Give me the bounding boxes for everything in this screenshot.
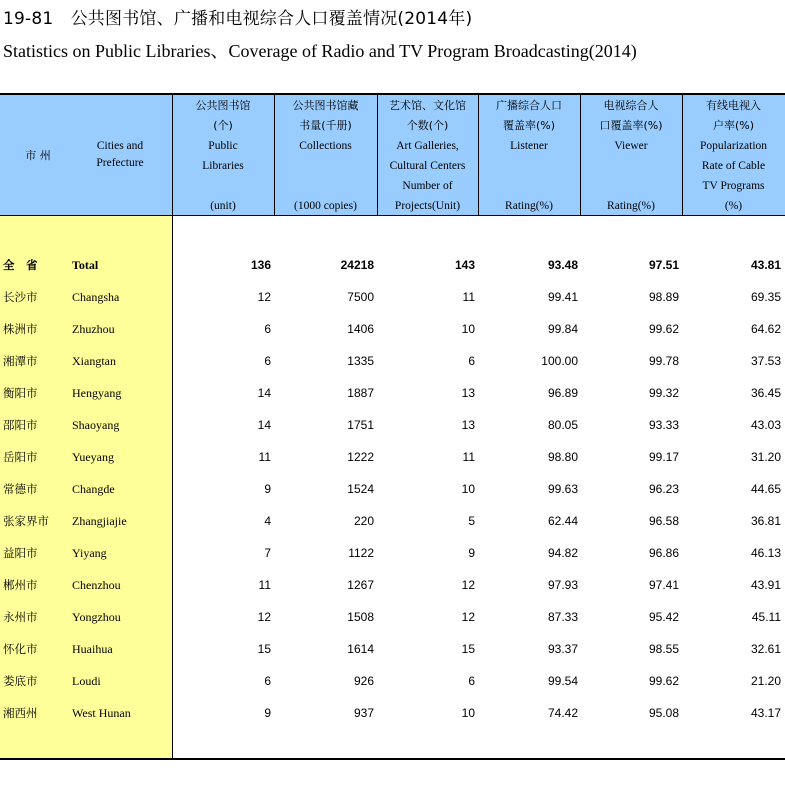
table-top-rule [0, 93, 785, 95]
value-cell: 15 [461, 642, 475, 656]
value-cell: 36.45 [750, 386, 781, 400]
table-row [0, 377, 785, 409]
value-cell: 13 [461, 386, 475, 400]
value-cell: 93.37 [547, 642, 578, 656]
value-cell: 14 [257, 386, 271, 400]
value-cell: 1751 [347, 418, 374, 432]
value-cell: 74.42 [547, 706, 578, 720]
region-name-cn: 衡阳市 [3, 386, 38, 400]
header-cell-line: Listener [510, 140, 548, 152]
value-cell: 9 [468, 546, 475, 560]
value-cell: 43.81 [750, 258, 781, 272]
value-cell: 46.13 [750, 546, 781, 560]
value-cell: 24218 [340, 258, 374, 272]
table-row [0, 537, 785, 569]
region-name-cn: 全 省 [3, 258, 38, 272]
value-cell: 220 [353, 514, 374, 528]
value-cell: 96.23 [648, 482, 679, 496]
region-name-en: Zhuzhou [72, 322, 115, 336]
value-cell: 80.05 [547, 418, 578, 432]
region-name-en: Shaoyang [72, 418, 120, 432]
value-cell: 87.33 [547, 610, 578, 624]
value-cell: 94.82 [547, 546, 578, 560]
value-cell: 11 [258, 578, 271, 592]
header-cell-line: Rate of Cable [701, 160, 766, 172]
value-cell: 32.61 [750, 642, 781, 656]
value-cell: 45.11 [751, 610, 781, 624]
value-cell: 6 [264, 354, 271, 368]
table-row [0, 505, 785, 537]
region-name-cn: 湘潭市 [3, 354, 38, 368]
value-cell: 96.86 [648, 546, 679, 560]
region-name-cn: 常德市 [3, 482, 38, 496]
value-cell: 95.42 [648, 610, 679, 624]
region-name-cn: 益阳市 [3, 546, 38, 560]
value-cell: 1267 [347, 578, 374, 592]
region-name-en: Xiangtan [72, 354, 116, 368]
value-cell: 12 [257, 290, 271, 304]
header-cell-line: (unit) [210, 200, 236, 212]
header-region-cn: 市 州 [25, 149, 51, 162]
header-cell-line: Art Galleries, [396, 140, 459, 152]
value-cell: 7500 [347, 290, 374, 304]
table-bottom-rule [0, 758, 785, 760]
value-cell: 99.78 [648, 354, 679, 368]
header-cell-line: (%) [724, 200, 743, 212]
value-cell: 11 [462, 450, 475, 464]
table-row [0, 473, 785, 505]
value-cell: 93.33 [648, 418, 679, 432]
value-cell: 97.93 [547, 578, 578, 592]
header-cell-line: 个数(个) [406, 119, 449, 132]
value-cell: 99.63 [547, 482, 578, 496]
region-name-en: Zhangjiajie [72, 514, 127, 528]
value-cell: 31.20 [750, 450, 781, 464]
table-row [0, 441, 785, 473]
value-cell: 11 [258, 450, 271, 464]
table-row [0, 409, 785, 441]
header-cell-line: Viewer [614, 140, 648, 152]
region-name-cn: 株洲市 [3, 322, 38, 336]
value-cell: 12 [461, 578, 475, 592]
value-cell: 10 [461, 706, 475, 720]
header-cell-line: 公共图书馆 [195, 99, 251, 112]
value-cell: 9 [264, 482, 271, 496]
value-cell: 99.32 [648, 386, 679, 400]
value-cell: 1508 [347, 610, 374, 624]
region-name-cn: 怀化市 [3, 642, 38, 656]
header-cell-line: Popularization [699, 140, 768, 152]
value-cell: 99.17 [648, 450, 679, 464]
value-cell: 13 [461, 418, 475, 432]
value-cell: 21.20 [750, 674, 781, 688]
table-row [0, 569, 785, 601]
header-cell-line: (个) [213, 119, 233, 132]
header-cell-line: 公共图书馆藏 [292, 99, 359, 112]
header-cell-line: Number of [402, 180, 453, 192]
value-cell: 926 [353, 674, 374, 688]
value-cell: 99.41 [547, 290, 578, 304]
table-row [0, 601, 785, 633]
header-cell-line: Public [208, 140, 238, 152]
header-cell-line: 广播综合人口 [496, 99, 562, 112]
region-name-cn: 湘西州 [3, 706, 38, 720]
value-cell: 12 [257, 610, 271, 624]
value-cell: 4 [264, 514, 271, 528]
value-cell: 9 [264, 706, 271, 720]
value-cell: 1524 [347, 482, 374, 496]
value-cell: 14 [257, 418, 271, 432]
value-cell: 98.55 [648, 642, 679, 656]
value-cell: 136 [250, 258, 271, 272]
region-name-en: Hengyang [72, 386, 122, 400]
region-name-cn: 长沙市 [3, 290, 38, 304]
header-cell-line: TV Programs [702, 180, 765, 192]
region-name-cn: 邵阳市 [3, 418, 38, 432]
region-name-en: Yueyang [72, 450, 114, 464]
value-cell: 99.62 [648, 674, 679, 688]
header-cell-line: Rating(%) [607, 200, 655, 212]
header-cell-line: (1000 copies) [294, 200, 357, 212]
region-name-en: Changde [72, 482, 115, 496]
value-cell: 937 [353, 706, 374, 720]
table-row [0, 697, 785, 729]
value-cell: 36.81 [750, 514, 781, 528]
table-row [0, 281, 785, 313]
header-region-en: Cities and Prefecture [96, 140, 144, 169]
value-cell: 7 [264, 546, 271, 560]
value-cell: 1335 [347, 354, 374, 368]
region-name-en: Yongzhou [72, 610, 121, 624]
value-cell: 43.91 [750, 578, 781, 592]
value-cell: 5 [468, 514, 475, 528]
region-name-en: Loudi [72, 674, 101, 688]
value-cell: 10 [461, 322, 475, 336]
region-name-cn: 娄底市 [3, 674, 38, 688]
value-cell: 1614 [347, 642, 374, 656]
value-cell: 11 [462, 290, 475, 304]
value-cell: 96.89 [547, 386, 578, 400]
header-cell-line: Collections [299, 140, 352, 152]
header-cell-line: 有线电视入 [706, 99, 761, 112]
region-name-cn: 郴州市 [3, 578, 38, 592]
value-cell: 6 [264, 322, 271, 336]
header-cell-line: Rating(%) [505, 200, 553, 212]
region-name-cn: 永州市 [3, 610, 38, 624]
header-cell-line: 艺术馆、文化馆 [389, 99, 466, 112]
value-cell: 1406 [347, 322, 374, 336]
region-name-cn: 张家界市 [3, 514, 49, 528]
table-row [0, 665, 785, 697]
value-cell: 98.80 [547, 450, 578, 464]
region-name-cn: 岳阳市 [3, 450, 38, 464]
region-name-en: Changsha [72, 290, 120, 304]
value-cell: 15 [257, 642, 271, 656]
value-cell: 6 [468, 674, 475, 688]
value-cell: 37.53 [750, 354, 781, 368]
header-cell-line: Libraries [202, 160, 244, 172]
header-cell-line: 户率(%) [712, 119, 755, 132]
header-cell-line: 覆盖率(%) [502, 119, 556, 132]
value-cell: 10 [461, 482, 475, 496]
value-cell: 99.62 [648, 322, 679, 336]
region-name-en: West Hunan [72, 706, 131, 720]
table-row [0, 345, 785, 377]
value-cell: 100.00 [541, 354, 578, 368]
table-row [0, 633, 785, 665]
value-cell: 1222 [347, 450, 374, 464]
header-cell-line: Cultural Centers [389, 160, 466, 172]
value-cell: 62.44 [547, 514, 578, 528]
page-title-chinese: 19-81 公共图书馆、广播和电视综合人口覆盖情况(2014年) [3, 9, 473, 29]
value-cell: 44.65 [750, 482, 781, 496]
value-cell: 97.51 [648, 258, 679, 272]
header-cell-line: 电视综合人 [603, 99, 659, 112]
value-cell: 43.03 [750, 418, 781, 432]
value-cell: 1887 [347, 386, 374, 400]
value-cell: 12 [461, 610, 475, 624]
region-name-en: Huaihua [72, 642, 113, 656]
region-name-en: Chenzhou [72, 578, 121, 592]
header-cell-line: Projects(Unit) [394, 200, 461, 212]
table-row-total [0, 249, 785, 281]
value-cell: 6 [468, 354, 475, 368]
value-cell: 97.41 [648, 578, 679, 592]
value-cell: 98.89 [648, 290, 679, 304]
value-cell: 93.48 [547, 258, 578, 272]
value-cell: 64.62 [750, 322, 781, 336]
value-cell: 43.17 [750, 706, 781, 720]
value-cell: 69.35 [750, 290, 781, 304]
header-cell-line: 书量(千册) [299, 119, 352, 132]
region-name-en: Yiyang [72, 546, 107, 560]
value-cell: 95.08 [648, 706, 679, 720]
table-row [0, 313, 785, 345]
value-cell: 99.84 [547, 322, 578, 336]
page-title-english: Statistics on Public Libraries、Coverage of Radio and TV Program Broadcasting(2014) [3, 41, 637, 61]
value-cell: 6 [264, 674, 271, 688]
value-cell: 143 [454, 258, 475, 272]
value-cell: 99.54 [547, 674, 578, 688]
value-cell: 1122 [348, 546, 374, 560]
header-cell-line: 口覆盖率(%) [599, 119, 663, 132]
value-cell: 96.58 [648, 514, 679, 528]
region-name-en: Total [72, 258, 99, 272]
